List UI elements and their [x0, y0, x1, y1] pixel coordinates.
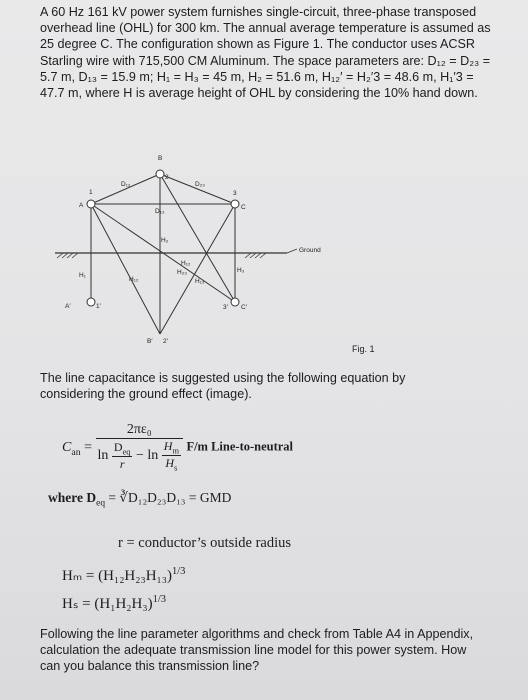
distance-label-d12: D₁₂: [121, 181, 131, 188]
problem-closing: Following the line parameter algorithms and check from Table A4 in Appendix, calculation the adequate transmission line model for this power system. How can you balance this transmission line?: [40, 627, 474, 674]
hs-definition: $H_s = (H_1H_2H_3)^{1/3}$: [62, 594, 166, 612]
height-label-h13: H₁₃: [195, 278, 205, 285]
line-a-b: [91, 174, 160, 204]
height-label-h12: H₁₂: [181, 260, 191, 267]
node-label-b-prime: B′: [147, 338, 153, 345]
line-c-bprime: [160, 204, 235, 334]
cap-denominator: ln $\frac{D_{eq}}{r}$ − ln $\frac{H_m}{H_s}$: [97, 439, 179, 473]
node-label-a-prime: A′: [65, 303, 71, 310]
ground-label: Ground: [299, 247, 321, 254]
distance-label-d13: D₁₃: [155, 208, 165, 215]
conductor-c: [231, 200, 239, 208]
node-label-a: A: [79, 202, 84, 209]
line-a-bprime: [91, 204, 160, 334]
height-label-h3: H₃: [237, 267, 245, 274]
ground-hatch-right: [245, 253, 266, 258]
node-label-b: B: [158, 155, 163, 162]
conductor-configuration-figure: [55, 150, 355, 350]
problem-intro: A 60 Hz 161 kV power system furnishes single-circuit, three-phase transposed overhead line (OHL) for 300 km. The annual average temperature is assumed as 25 degree C. The configuration shown as Figure 1. The conductor uses ACSR Starling wire with 715,500 CM Aluminum. The space parameters are: D₁₂ = D₂₃ = 5.7 m, D₁₃ = 15.9 m; H₁ = H₃ = 45 m, H₂ = 51.6 m, H₁₂′ = H₂′3 = 48.6 m, H₁′3 = 47.7 m, where H is average height of OHL by considering the 10% hand down.: [40, 5, 491, 101]
ground-hatch-left: [57, 253, 78, 258]
node-label-c: C: [241, 204, 246, 211]
conductor-a: [87, 200, 95, 208]
node-label-1-prime: 1′: [96, 303, 101, 310]
node-label-2-prime: 2′: [163, 338, 168, 345]
height-label-h12-b: H₁₂: [129, 276, 139, 283]
radius-definition: r = conductor’s outside radius: [118, 535, 292, 551]
node-label-c-prime: C′: [241, 304, 247, 311]
cap-fraction: [96, 422, 183, 473]
height-label-h1: H₁: [79, 272, 86, 279]
height-label-h2: H₂: [161, 237, 169, 244]
figure-caption: Fig. 1: [352, 344, 375, 354]
gmd-definition: where $D_{eq}$ = ∛D₁₂D₂₃D₁₃ = GMD: [48, 490, 232, 509]
image-conductor-a: [87, 298, 95, 306]
hm-definition: $H_m = (H_{12}H_{23}H_{13})^{1/3}$: [62, 566, 186, 584]
node-label-1: 1: [89, 189, 93, 196]
capacitance-equation: [62, 422, 293, 473]
node-label-3-prime: 3′: [223, 304, 228, 311]
capacitance-intro: The line capacitance is suggested using the following equation by considering the ground effect (image).: [40, 371, 406, 402]
conductor-b: [156, 170, 164, 178]
distance-label-d23: D₂₃: [195, 181, 205, 188]
cap-unit: F/m Line-to-neutral: [186, 439, 294, 454]
cap-numerator: 2πε₀: [96, 422, 183, 439]
cap-lhs: $C_{an}$ =: [62, 439, 92, 458]
node-label-3: 3: [233, 190, 237, 197]
line-b-c: [160, 174, 235, 204]
image-conductor-c: [231, 298, 239, 306]
height-label-h23: H₂₃: [177, 269, 187, 276]
node-label-2: 2: [165, 174, 169, 181]
